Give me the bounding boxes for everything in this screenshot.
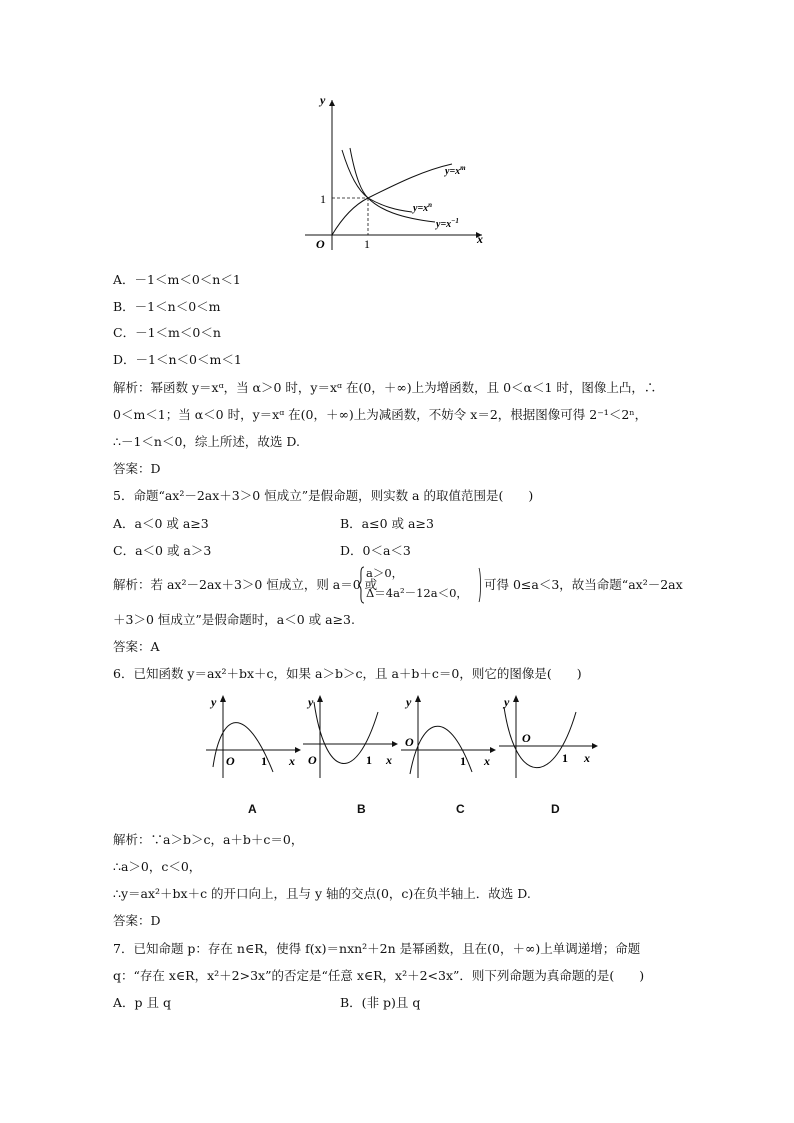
label-x-m: $y=x^m$ <box>445 164 466 177</box>
tick-y-1: 1 <box>320 192 326 206</box>
q6-graph-b-x-label: x <box>386 753 392 767</box>
q6-graph-d-origin: O <box>522 731 531 745</box>
q4-answer: 答案：D <box>113 461 161 476</box>
q4-option-d: D．－1＜n＜0＜m＜1 <box>113 352 242 367</box>
q6-graph-b-one: 1 <box>366 753 372 767</box>
q6-graph-a-x-label: x <box>289 754 295 768</box>
q7-stem-2: q：“存在 x∈R，x²＋2>3x”的否定是“任意 x∈R，x²＋2<3x”．则下列命题为真命题的是( ) <box>113 968 645 983</box>
q6-graph-b <box>300 692 400 780</box>
system-brace <box>357 566 365 604</box>
origin-label: O <box>316 237 325 251</box>
q6-analysis-3: ∴y＝ax²＋bx＋c 的开口向上，且与 y 轴的交点(0，c)在负半轴上．故选 D. <box>113 886 531 901</box>
q6-graph-a-y-label: y <box>211 695 217 709</box>
q5-brace-top: a＞0， <box>366 566 404 580</box>
q4-analysis-2: 0＜m＜1；当 α＜0 时，y＝xᵅ 在(0，＋∞)上为减函数，不妨令 x＝2，根据图像可得 2⁻¹＜2ⁿ， <box>113 407 648 422</box>
q4-analysis-3: ∴－1＜n＜0，综上所述，故选 D. <box>113 434 300 449</box>
q6-graph-c <box>398 692 498 780</box>
q4-option-a: A．－1＜m＜0＜n＜1 <box>113 272 241 287</box>
q6-graph-b-y-label: y <box>308 695 314 709</box>
label-x-n: $y=x^n$ <box>413 201 433 214</box>
q6-caption-c: C <box>456 802 465 816</box>
q5-brace-bottom: Δ＝4a²－12a＜0， <box>366 586 468 600</box>
q5-analysis-pre: 解析：若 ax²－2ax＋3＞0 恒成立，则 a＝0 或 <box>113 577 378 592</box>
q5-stem: 5．命题“ax²－2ax＋3＞0 恒成立”是假命题，则实数 a 的取值范围是( ) <box>113 488 534 503</box>
power-function-figure <box>300 90 495 260</box>
y-axis-label: y <box>320 93 326 107</box>
q4-analysis-1: 解析：幂函数 y＝xᵅ，当 α＞0 时，y＝xᵅ 在(0，＋∞)上为增函数，且 0＜α＜1 时，图像上凸，∴ <box>113 380 657 395</box>
q6-caption-a: A <box>248 802 257 816</box>
q6-analysis-2: ∴a＞0，c＜0， <box>113 859 202 874</box>
q6-graph-c-y-label: y <box>406 695 412 709</box>
q6-caption-b: B <box>357 802 366 816</box>
q4-option-c: C．－1＜m＜0＜n <box>113 325 221 340</box>
q7-option-b: B．(非 p)且 q <box>340 995 421 1010</box>
q5-option-d: D．0＜a＜3 <box>340 543 411 558</box>
q6-graph-d <box>496 692 601 780</box>
q6-graph-d-y-label: y <box>504 695 510 709</box>
q6-graph-c-one: 1 <box>460 754 466 768</box>
q5-analysis-post: 可得 0≤a＜3，故当命题“ax²－2ax <box>484 577 683 592</box>
q5-option-b: B．a≤0 或 a≥3 <box>340 516 434 531</box>
q7-stem-1: 7．已知命题 p：存在 n∈R，使得 f(x)＝nxn²＋2n 是幂函数，且在(0，＋∞)上单调递增；命题 <box>113 941 641 956</box>
tick-x-1: 1 <box>364 237 370 251</box>
x-axis-label: x <box>477 232 483 246</box>
q6-graph-d-one: 1 <box>562 751 568 765</box>
q5-option-a: A．a＜0 或 a≥3 <box>113 516 209 531</box>
q4-option-b: B．－1＜n＜0＜m <box>113 299 221 314</box>
q6-graph-b-origin: O <box>308 753 317 767</box>
q6-analysis-1: 解析：∵a＞b＞c，a＋b＋c＝0， <box>113 832 304 847</box>
q5-option-c: C．a＜0 或 a＞3 <box>113 543 212 558</box>
q6-graph-a-one: 1 <box>261 754 267 768</box>
q5-answer: 答案：A <box>113 639 160 654</box>
q6-stem: 6．已知函数 y＝ax²＋bx＋c，如果 a＞b＞c，且 a＋b＋c＝0，则它的图像是( ) <box>113 666 582 681</box>
q6-graph-c-origin: O <box>405 735 414 749</box>
q5-analysis-2: ＋3＞0 恒成立”是假命题时，a＜0 或 a≥3. <box>113 612 355 627</box>
q6-graph-a-origin: O <box>226 754 235 768</box>
q6-caption-d: D <box>551 802 560 816</box>
q6-answer: 答案：D <box>113 913 161 928</box>
q6-graph-d-x-label: x <box>584 751 590 765</box>
curve-x-m <box>332 164 452 235</box>
q6-graph-c-x-label: x <box>484 754 490 768</box>
label-x-inv: $y=x^{-1}$ <box>436 217 459 230</box>
q6-graph-a <box>203 692 303 780</box>
q7-option-a: A．p 且 q <box>113 995 171 1010</box>
